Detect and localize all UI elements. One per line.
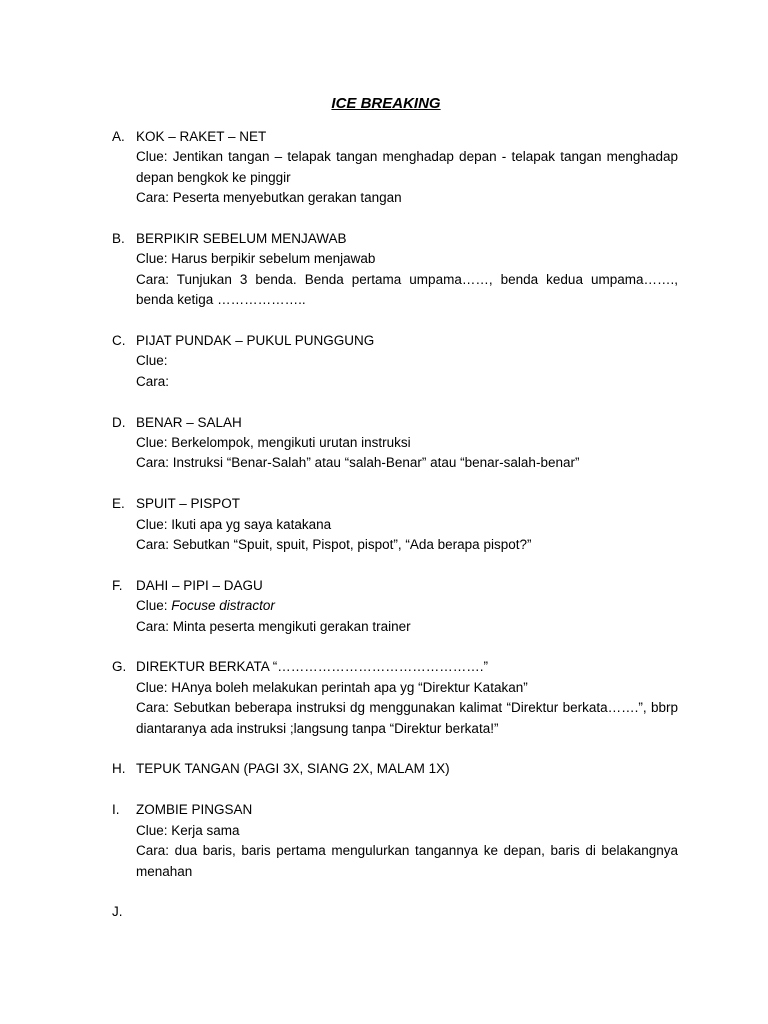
list-item-i bbox=[112, 800, 678, 882]
item-cara: Cara: Instruksi “Benar-Salah” atau “salah-Benar” atau “benar-salah-benar” bbox=[136, 455, 580, 471]
item-clue: Clue: Jentikan tangan – telapak tangan menghadap depan - telapak tangan menghadap depan bengkok ke pinggir bbox=[136, 149, 678, 185]
item-cara: Cara: Tunjukan 3 benda. Benda pertama umpama……, benda kedua umpama……., benda ketiga ……………….. bbox=[136, 271, 678, 308]
item-marker: J. bbox=[112, 904, 123, 920]
item-heading: SPUIT – PISPOT bbox=[136, 496, 241, 512]
list-item-c bbox=[112, 331, 678, 392]
item-clue: Clue: Kerja sama bbox=[136, 822, 240, 838]
item-marker: C. bbox=[112, 333, 126, 349]
item-clue-label: Clue: bbox=[136, 598, 172, 614]
item-clue: Clue: Berkelompok, mengikuti urutan instruksi bbox=[136, 435, 411, 451]
list-item-a bbox=[112, 127, 678, 209]
item-heading: PIJAT PUNDAK – PUKUL PUNGGUNG bbox=[136, 333, 375, 349]
item-heading: DAHI – PIPI – DAGU bbox=[136, 577, 263, 593]
item-marker: G. bbox=[112, 659, 127, 675]
item-cara: Cara: Sebutkan “Spuit, spuit, Pispot, pispot”, “Ada berapa pispot?” bbox=[136, 537, 532, 553]
item-heading bbox=[136, 902, 678, 922]
list-item-h bbox=[112, 759, 678, 779]
item-heading: TEPUK TANGAN (PAGI 3X, SIANG 2X, MALAM 1X) bbox=[136, 761, 450, 777]
item-cara: Cara: Peserta menyebutkan gerakan tangan bbox=[136, 190, 402, 206]
document-title: ICE BREAKING bbox=[331, 95, 441, 112]
item-cara: Cara: bbox=[136, 373, 170, 389]
list-item-b bbox=[112, 229, 678, 311]
list-item-g bbox=[112, 657, 678, 739]
item-marker: I. bbox=[112, 802, 120, 818]
item-heading: DIREKTUR BERKATA “……………………………………….” bbox=[136, 659, 489, 675]
item-clue: Clue: bbox=[136, 353, 168, 369]
item-clue: Clue: HAnya boleh melakukan perintah apa yg “Direktur Katakan” bbox=[136, 679, 528, 695]
item-marker: A. bbox=[112, 129, 125, 144]
item-marker: B. bbox=[112, 231, 125, 247]
item-marker: F. bbox=[112, 577, 123, 593]
item-list bbox=[112, 127, 678, 943]
item-heading: BERPIKIR SEBELUM MENJAWAB bbox=[136, 231, 347, 247]
item-cara: Cara: dua baris, baris pertama mengulurkan tangannya ke depan, baris di belakangnya menahan bbox=[136, 843, 678, 879]
item-marker: H. bbox=[112, 761, 126, 777]
item-clue: Clue: Ikuti apa yg saya katakana bbox=[136, 516, 332, 532]
item-heading: KOK – RAKET – NET bbox=[136, 129, 267, 144]
list-item-d bbox=[112, 413, 678, 474]
list-item-e bbox=[112, 494, 678, 555]
item-clue-italic: Focuse distractor bbox=[171, 598, 275, 614]
item-heading: BENAR – SALAH bbox=[136, 414, 242, 430]
list-item-j bbox=[112, 902, 678, 922]
item-clue bbox=[136, 596, 678, 616]
item-marker: D. bbox=[112, 414, 126, 430]
item-marker: E. bbox=[112, 496, 125, 512]
item-cara: Cara: Sebutkan beberapa instruksi dg menggunakan kalimat “Direktur berkata…….”, bbrp diantaranya ada instruksi ;langsung tanpa “Direktur berkata!” bbox=[136, 700, 678, 736]
item-heading: ZOMBIE PINGSAN bbox=[136, 802, 253, 818]
list-item-f bbox=[112, 576, 678, 637]
item-clue: Clue: Harus berpikir sebelum menjawab bbox=[136, 251, 376, 267]
item-cara: Cara: Minta peserta mengikuti gerakan trainer bbox=[136, 618, 411, 634]
